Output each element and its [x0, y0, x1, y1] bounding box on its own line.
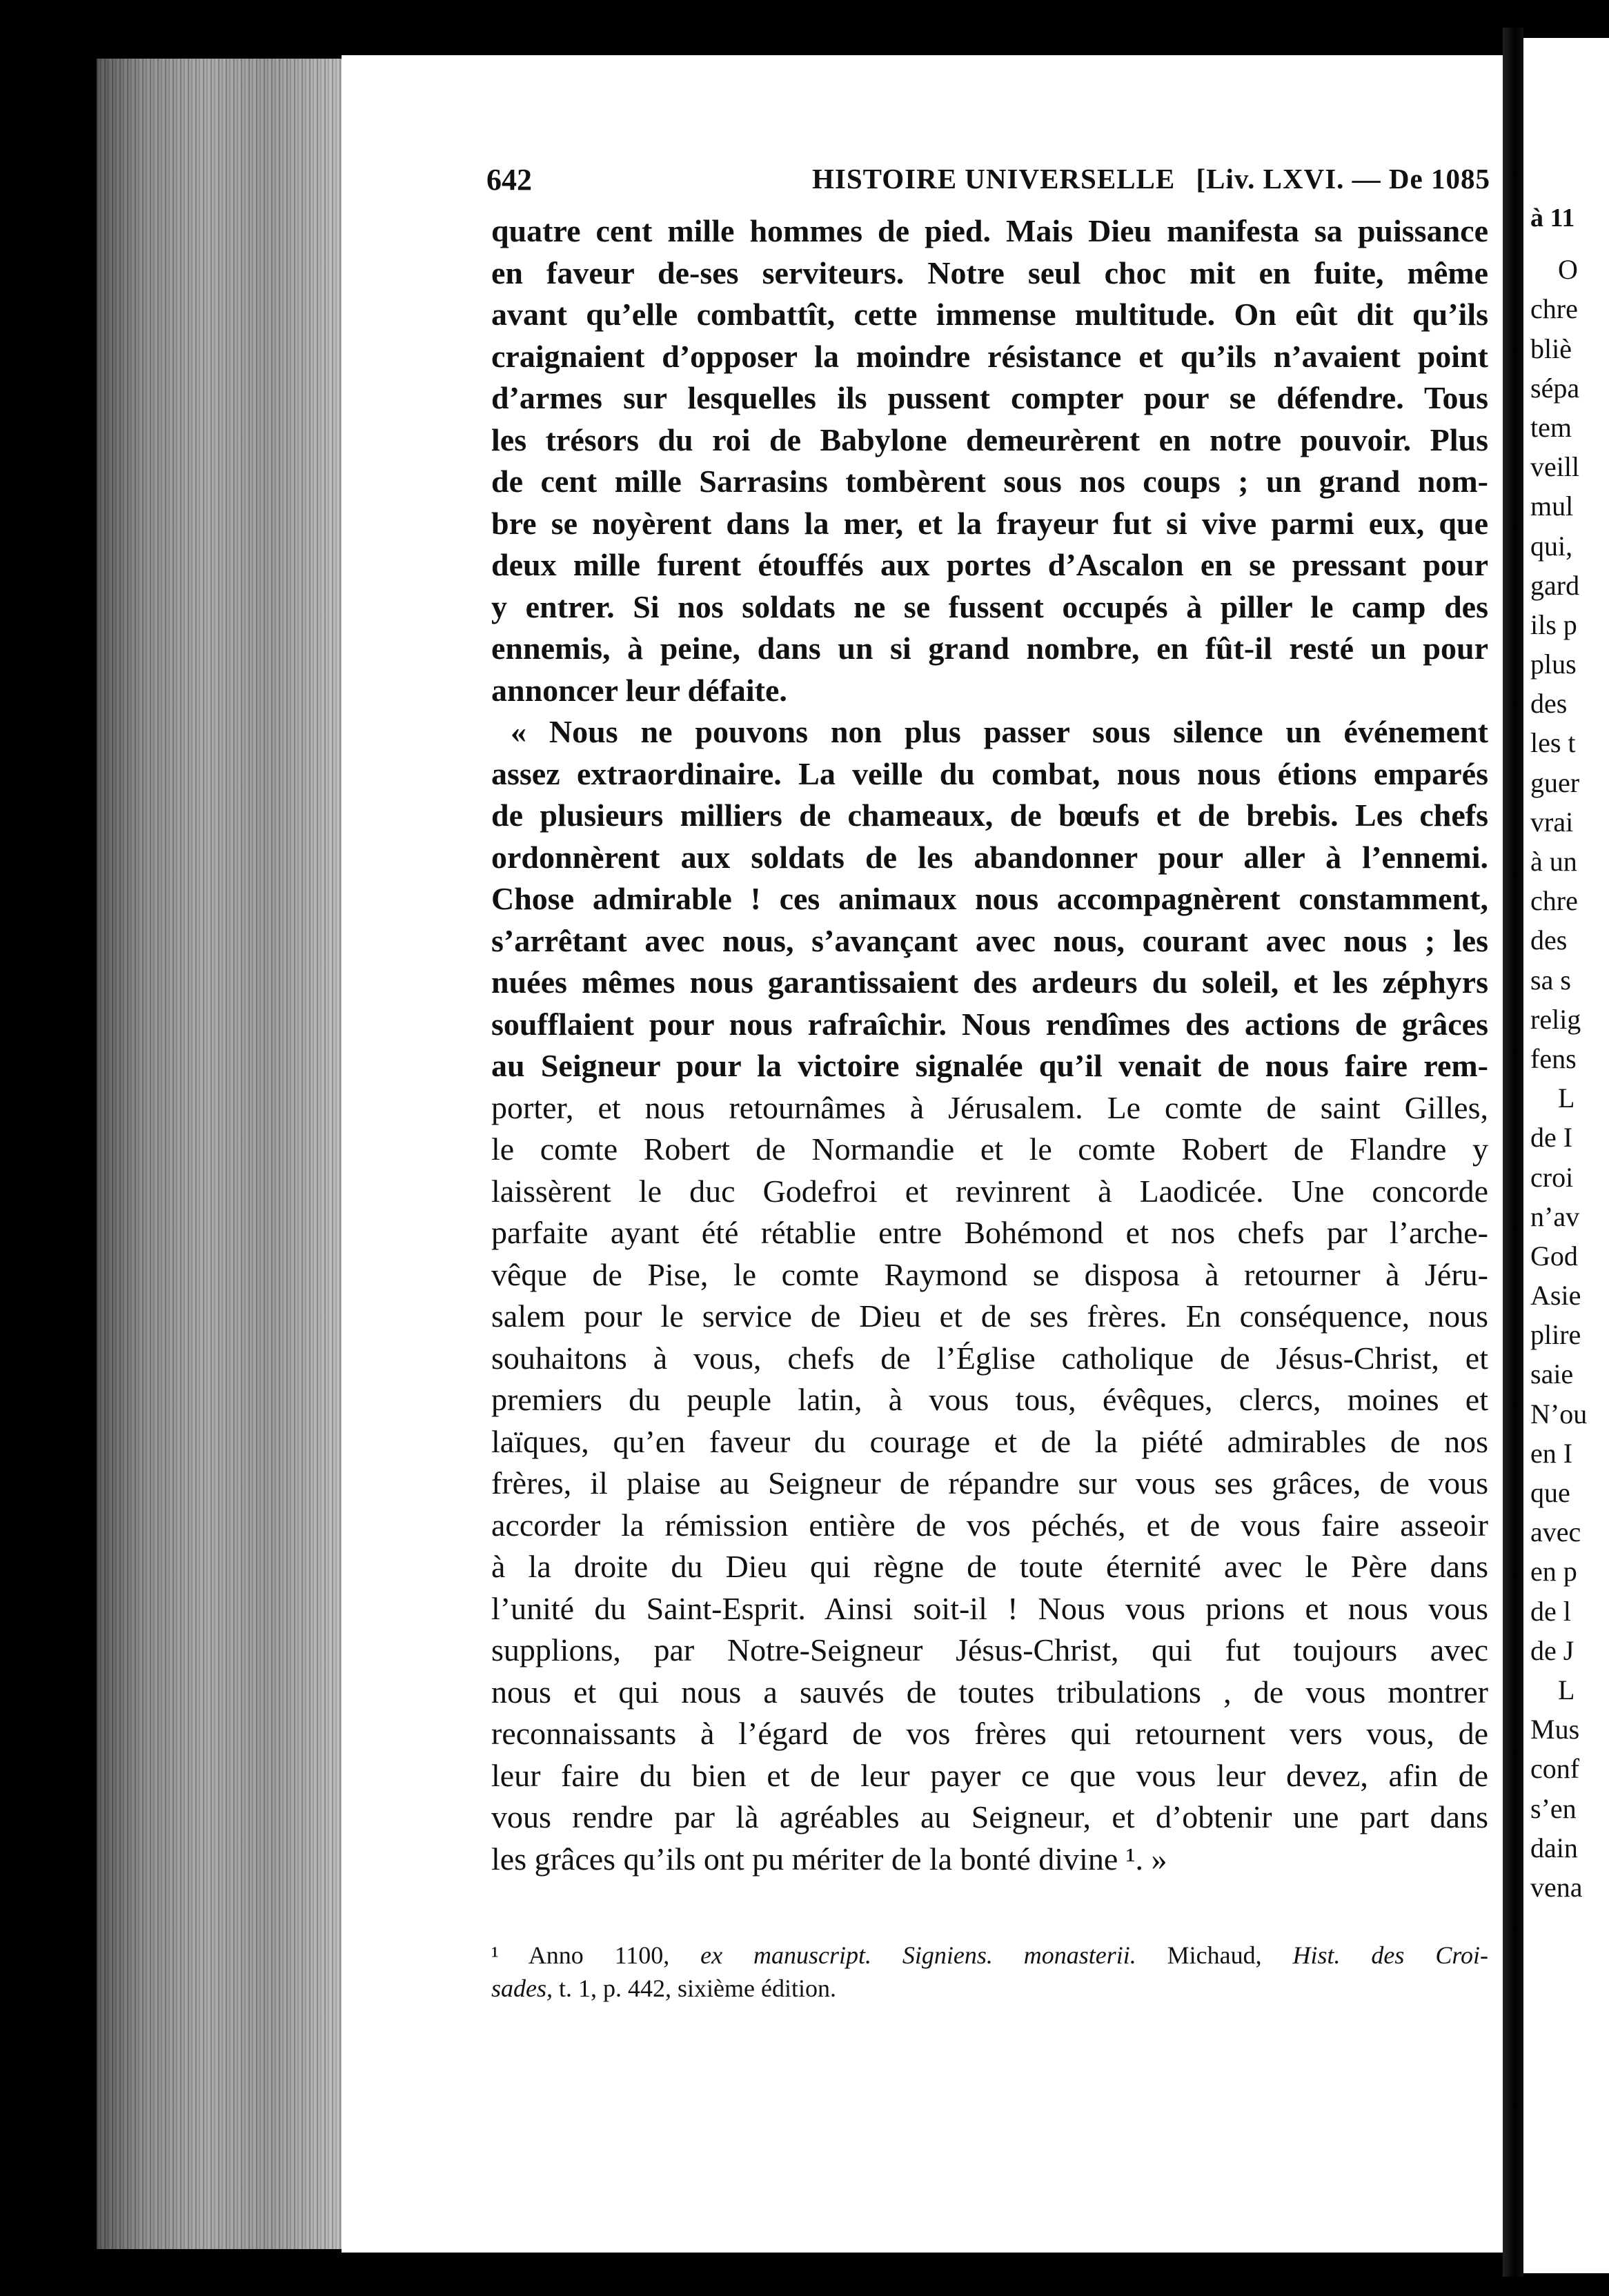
right-page-line-fragment: chre	[1530, 293, 1578, 325]
right-page-line-fragment: guer	[1530, 766, 1580, 798]
footnote-italic-3: sades,	[491, 1975, 553, 2002]
right-page-line-fragment: Asie	[1530, 1280, 1581, 1312]
right-page-line-fragment: bliè	[1530, 333, 1572, 364]
right-page-line-fragment: conf	[1530, 1753, 1580, 1785]
right-page-line-fragment: croi	[1530, 1161, 1574, 1193]
footnote-line-2	[491, 1972, 1488, 2005]
right-page-column	[1530, 198, 1609, 1907]
text-line: Chose admirable ! ces animaux nous accompagnèrent constamment,	[491, 881, 1488, 916]
footnote-text-2: Michaud,	[1167, 1941, 1262, 1969]
right-page-line-fragment: s’en	[1530, 1792, 1577, 1824]
right-page-line-fragment: de J	[1530, 1634, 1575, 1666]
text-line: l’unité du Saint-Esprit. Ainsi soit-il ! Nous vous prions et nous vous	[491, 1590, 1488, 1626]
right-page-line-fragment: tem	[1530, 411, 1572, 443]
right-page-line-fragment: qui,	[1530, 530, 1573, 562]
text-line: vous rendre par là agréables au Seigneur, et d’obtenir une part dans	[491, 1799, 1488, 1834]
right-page-line-fragment: en p	[1530, 1556, 1577, 1587]
text-line: craignaient d’opposer la moindre résistance et qu’ils n’avaient point	[491, 338, 1488, 374]
text-line: annoncer leur défaite.	[491, 672, 787, 708]
right-page-line-fragment: L	[1558, 1082, 1575, 1114]
right-page-line-fragment: plus	[1530, 649, 1577, 680]
right-page-line-fragment: O	[1558, 254, 1578, 286]
text-line: parfaite ayant été rétablie entre Bohémond et nos chefs par l’arche-	[491, 1215, 1488, 1250]
right-page-line-fragment: avec	[1530, 1516, 1581, 1548]
footnote	[491, 1939, 1488, 2005]
right-page-line-fragment: n’av	[1530, 1200, 1580, 1232]
right-page-line-fragment: chre	[1530, 885, 1578, 917]
text-line: laissèrent le duc Godefroi et revinrent à Laodicée. Une concorde	[491, 1173, 1488, 1209]
text-line: à la droite du Dieu qui règne de toute éternité avec le Père dans	[491, 1549, 1488, 1584]
right-page-line-fragment: des	[1530, 924, 1568, 956]
text-line: le comte Robert de Normandie et le comte Robert de Flandre y	[491, 1131, 1488, 1167]
right-page-line-fragment: des	[1530, 688, 1568, 720]
text-line: vêque de Pise, le comte Raymond se disposa à retourner à Jéru-	[491, 1256, 1488, 1292]
footnote-line-1	[491, 1939, 1488, 1972]
right-page-line-fragment: que	[1530, 1477, 1570, 1508]
text-line: avant qu’elle combattît, cette immense multitude. On eût dit qu’ils	[491, 297, 1488, 332]
text-line: soufflaient pour nous rafraîchir. Nous rendîmes des actions de grâces	[491, 1006, 1488, 1042]
text-line: premiers du peuple latin, à vous tous, évêques, clercs, moines et	[491, 1382, 1488, 1417]
right-page-line-fragment: gard	[1530, 569, 1580, 601]
right-page-line-fragment: plire	[1530, 1319, 1581, 1351]
text-line: les grâces qu’ils ont pu mériter de la bonté divine ¹. »	[491, 1841, 1167, 1877]
text-line: nous et qui nous a sauvés de toutes tribulations , de vous montrer	[491, 1674, 1488, 1710]
text-line: souhaitons à vous, chefs de l’Église catholique de Jésus-Christ, et	[491, 1340, 1488, 1376]
right-page-line-fragment: God	[1530, 1240, 1578, 1271]
text-line: supplions, par Notre-Seigneur Jésus-Christ, qui fut toujours avec	[491, 1632, 1488, 1667]
footnote-text-3: t. 1, p. 442, sixième édition.	[559, 1975, 836, 2002]
right-page-line-fragment: sa s	[1530, 964, 1571, 996]
main-text-block	[491, 210, 1488, 1880]
right-page-line-fragment: les t	[1530, 727, 1576, 759]
text-line: bre se noyèrent dans la mer, et la frayeur fut si vive parmi eux, que	[491, 505, 1488, 541]
text-line: frères, il plaise au Seigneur de répandre sur vous ses grâces, de vous	[491, 1465, 1488, 1501]
text-line: ordonnèrent aux soldats de les abandonner pour aller à l’ennemi.	[491, 839, 1488, 875]
text-line: salem pour le service de Dieu et de ses frères. En conséquence, nous	[491, 1298, 1488, 1334]
right-page	[1523, 38, 1609, 2273]
text-line: de cent mille Sarrasins tombèrent sous nos coups ; un grand nom-	[491, 464, 1488, 499]
text-line: leur faire du bien et de leur payer ce que vous leur devez, afin de	[491, 1757, 1488, 1793]
page-edge-stack	[97, 59, 342, 2249]
footnote-italic-1: ex manuscript. Signiens. monasterii.	[700, 1941, 1136, 1969]
text-line: au Seigneur pour la victoire signalée qu’il venait de nous faire rem-	[491, 1048, 1488, 1083]
text-line: y entrer. Si nos soldats ne se fussent occupés à piller le camp des	[491, 588, 1488, 624]
right-page-line-fragment: vena	[1530, 1871, 1583, 1903]
right-page-line-fragment: mul	[1530, 491, 1574, 522]
text-line: les trésors du roi de Babylone demeurèrent en notre pouvoir. Plus	[491, 422, 1488, 457]
book-gutter	[1503, 28, 1523, 2277]
text-line: ennemis, à peine, dans un si grand nombre, en fût-il resté un pour	[491, 631, 1488, 666]
text-line: porter, et nous retournâmes à Jérusalem. Le comte de saint Gilles,	[491, 1089, 1488, 1125]
text-line: « Nous ne pouvons non plus passer sous silence un événement	[511, 714, 1488, 749]
right-page-line-fragment: veill	[1530, 451, 1580, 483]
running-header	[486, 162, 1490, 204]
right-page-header: à 11	[1530, 204, 1575, 232]
right-page-line-fragment: Mus	[1530, 1714, 1580, 1745]
section-reference: [Liv. LXVI. — De 1085	[1196, 163, 1490, 195]
right-page-line-fragment: vrai	[1530, 806, 1574, 838]
right-page-line-fragment: L	[1558, 1674, 1575, 1705]
text-line: de plusieurs milliers de chameaux, de bœufs et de brebis. Les chefs	[491, 798, 1488, 833]
page-number: 642	[486, 163, 532, 197]
right-page-line-fragment: à un	[1530, 846, 1577, 877]
text-line: s’arrêtant avec nous, s’avançant avec nous, courant avec nous ; les	[491, 922, 1488, 958]
text-line: deux mille furent étouffés aux portes d’Ascalon en se pressant pour	[491, 547, 1488, 582]
text-line: accorder la rémission entière de vos péchés, et de vous faire asseoir	[491, 1507, 1488, 1543]
footnote-text-1: Anno 1100,	[528, 1941, 670, 1969]
right-page-line-fragment: saie	[1530, 1358, 1574, 1390]
text-line: assez extraordinaire. La veille du combat, nous nous étions emparés	[491, 755, 1488, 791]
right-page-line-fragment: ils p	[1530, 608, 1577, 640]
right-page-line-fragment: de I	[1530, 1122, 1573, 1154]
text-line: nuées mêmes nous garantissaient des ardeurs du soleil, et les zéphyrs	[491, 964, 1488, 1000]
right-page-line-fragment: relig	[1530, 1003, 1581, 1035]
text-line: d’armes sur lesquelles ils pussent compter pour se défendre. Tous	[491, 380, 1488, 415]
footnote-marker: ¹	[491, 1941, 499, 1969]
right-page-line-fragment: N’ou	[1530, 1398, 1588, 1429]
running-title: HISTOIRE UNIVERSELLE	[812, 163, 1176, 195]
text-line: laïques, qu’en faveur du courage et de la piété admirables de nos	[491, 1423, 1488, 1459]
right-page-line-fragment: dain	[1530, 1832, 1578, 1863]
text-line: quatre cent mille hommes de pied. Mais Dieu manifesta sa puissance	[491, 213, 1488, 248]
text-line: reconnaissants à l’égard de vos frères qui retournent vers vous, de	[491, 1716, 1488, 1751]
right-page-line-fragment: de l	[1530, 1595, 1571, 1627]
right-page-line-fragment: sépa	[1530, 372, 1580, 404]
right-page-line-fragment: fens	[1530, 1042, 1577, 1074]
text-line: en faveur de-ses serviteurs. Notre seul choc mit en fuite, même	[491, 255, 1488, 290]
right-page-line-fragment: en I	[1530, 1437, 1573, 1469]
footnote-italic-2: Hist. des Croi-	[1292, 1941, 1488, 1969]
